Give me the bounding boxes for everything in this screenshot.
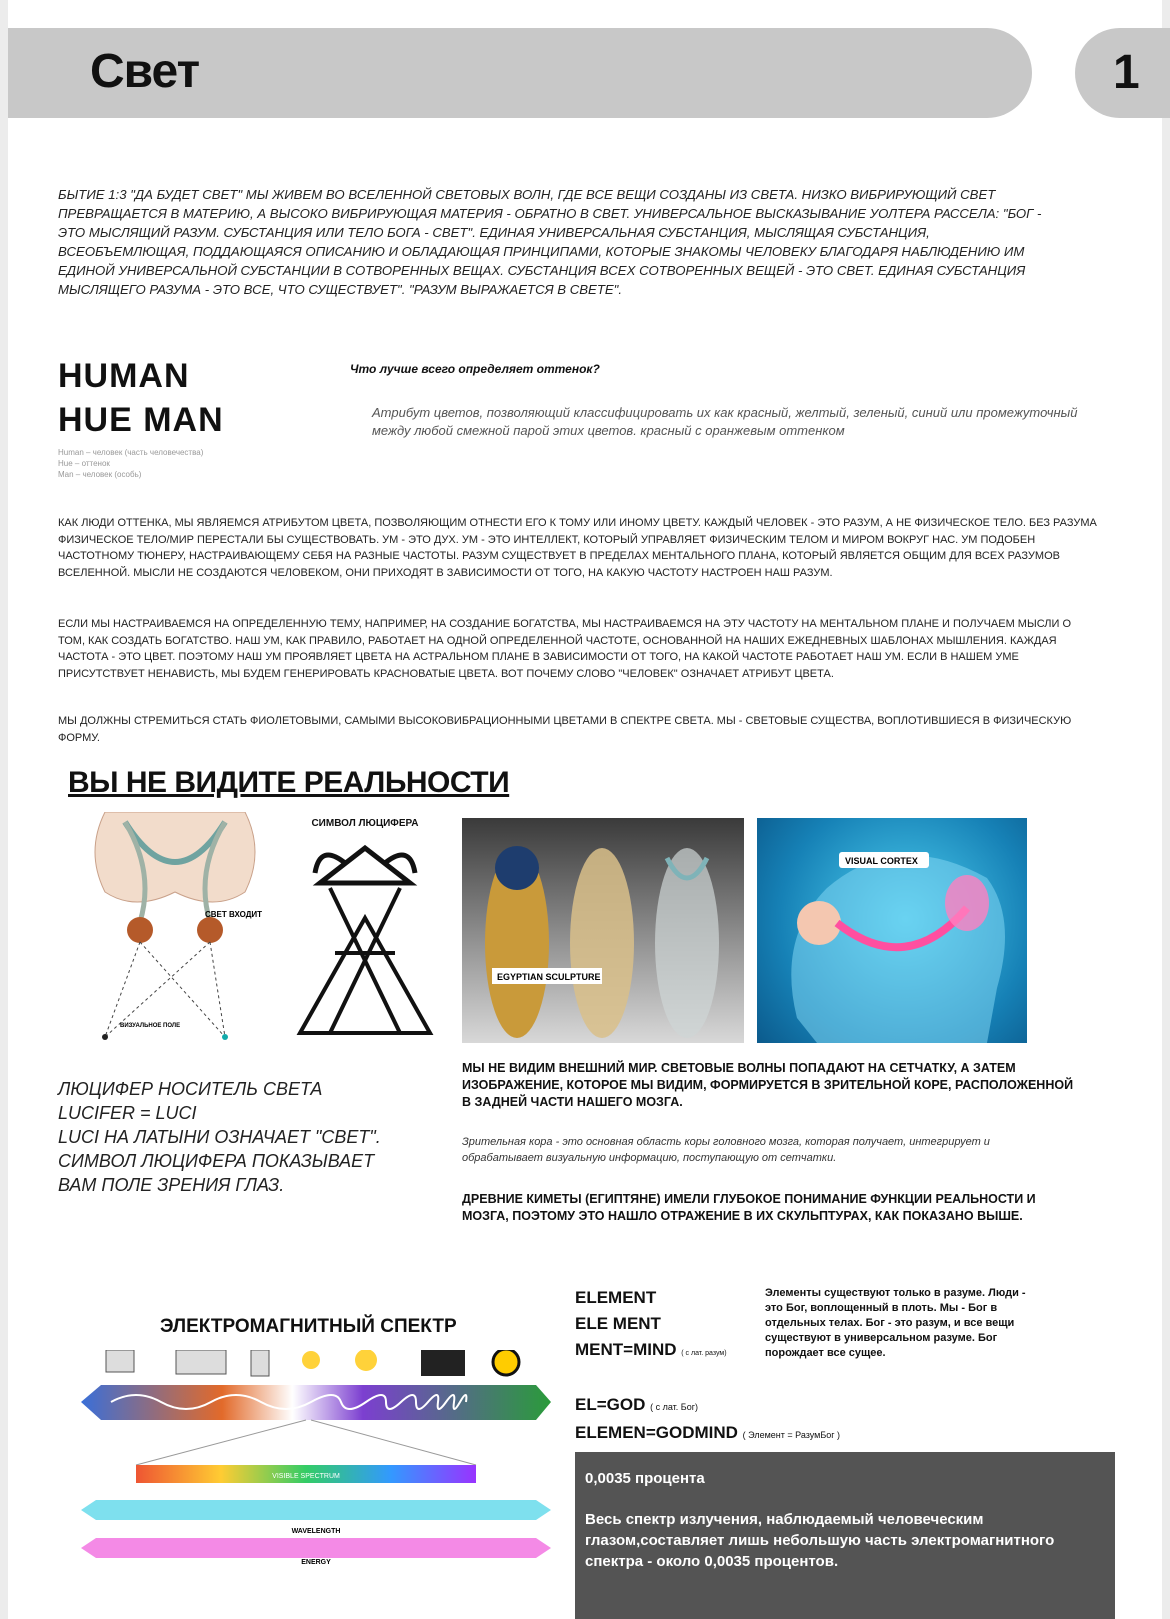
optic-pathway-illustration [65, 812, 290, 1047]
vision-text-1: МЫ НЕ ВИДИМ ВНЕШНИЙ МИР. СВЕТОВЫЕ ВОЛНЫ ПОПАДАЮТ НА СЕТЧАТКУ, А ЗАТЕМ ИЗОБРАЖЕНИЕ, КОТОРОЕ МЫ ВИДИМ, ФОРМИРУЕТСЯ В ЗРИТЕЛЬНОЙ КОРЕ, РАСПОЛОЖЕННОЙ В ЗАДНЕЙ ЧАСТИ НАШЕГО МОЗГА. [462, 1061, 1074, 1109]
element-description: Элементы существуют только в разуме. Люди - это Бог, воплощенный в плоть. Мы - Бог в отдельных телах. Бог - это разум, и все вещи существуют в универсальном разуме. Бог порождает все сущее. [765, 1287, 1026, 1359]
hue-definition: Атрибут цветов, позволяющий классифицировать их как красный, желтый, зеленый, синий или промежуточный между любой смежной парой этих цветов. красный с оранжевым оттенком [372, 405, 1078, 438]
vision-text-3: ДРЕВНИЕ КИМЕТЫ (ЕГИПТЯНЕ) ИМЕЛИ ГЛУБОКОЕ ПОНИМАНИЕ ФУНКЦИИ РЕАЛЬНОСТИ И МОЗГА, ПОЭТОМУ ЭТО НАШЛО ОТРАЖЕНИЕ В ИХ СКУЛЬПТУРАХ, КАК ПОКАЗАНО ВЫШЕ. [462, 1192, 1036, 1223]
intro-text: БЫТИЕ 1:3 "ДА БУДЕТ СВЕТ" МЫ ЖИВЕМ ВО ВСЕЛЕННОЙ СВЕТОВЫХ ВОЛН, ГДЕ ВСЕ ВЕЩИ СОЗДАНЫ ИЗ СВЕТА. НИЗКО ВИБРИРУЮЩИЙ СВЕТ ПРЕВРАЩАЕТСЯ В МАТЕРИЮ, А ВЫСОКО ВИБРИРУЮЩАЯ МАТЕРИЯ - ОБРАТНО В СВЕТ. УНИВЕРСАЛЬНОЕ ВЫСКАЗЫВАНИЕ УОЛТЕРА РАССЕЛА: "БОГ - ЭТО МЫСЛЯЩИЙ РАЗУМ. СУБСТАНЦИЯ ИЛИ ТЕЛО БОГА - СВЕТ". ЕДИНАЯ УНИВЕРСАЛЬНАЯ СУБСТАНЦИЯ, МЫСЛЯЩАЯ СУБСТАНЦИЯ, ВСЕОБЪЕМЛЮЩАЯ, ПОДДАЮЩАЯСЯ ОПИСАНИЮ И ОБЛАДАЮЩАЯ ПРИНЦИПАМИ, КОТОРЫЕ ЗНАКОМЫ ЧЕЛОВЕКУ БЛАГОДАРЯ НАБЛЮДЕНИЮ ИМ ЕДИНОЙ УНИВЕРСАЛЬНОЙ СУБСТАНЦИИ В СОТВОРЕННЫХ ВЕЩАХ. СУБСТАНЦИЯ ВСЕХ СОТВОРЕННЫХ ВЕЩЕЙ - ЭТО СВЕТ. ЕДИНАЯ СУБСТАНЦИЯ МЫСЛЯЩЕГО РАЗУМА - ЭТО ВСЕ, ЧТО СУЩЕСТВУЕТ". "РАЗУМ ВЫРАЖАЕТСЯ В СВЕТЕ". [58, 187, 1042, 297]
paragraph-2: ЕСЛИ МЫ НАСТРАИВАЕМСЯ НА ОПРЕДЕЛЕННУЮ ТЕМУ, НАПРИМЕР, НА СОЗДАНИЕ БОГАТСТВА, МЫ НАСТРАИВАЕМСЯ НА ЭТУ ЧАСТОТУ НА МЕНТАЛЬНОМ ПЛАНЕ И ПОЛУЧАЕМ МЫСЛИ О ТОМ, КАК СОЗДАТЬ БОГАТСТВО. НАШ УМ, КАК ПРАВИЛО, РАБОТАЕТ НА ОДНОЙ ОПРЕДЕЛЕННОЙ ЧАСТОТЕ, ОСНОВАННОЙ НА НАШИХ ЕЖЕДНЕВНЫХ ШАБЛОНАХ МЫШЛЕНИЯ. КАЖДАЯ ЧАСТОТА - ЭТО ЦВЕТ. ПОЭТОМУ НАШ УМ ПРОЯВЛЯЕТ ЦВЕТА НА АСТРАЛЬНОМ ПЛАНЕ В ЗАВИСИМОСТИ ОТ ТОГО, НА КАКОЙ ЧАСТОТЕ РАБОТАЕТ НАШ УМ. ЕСЛИ В НАШЕМ УМЕ ПРИСУТСТВУЕТ НЕНАВИСТЬ, МЫ БУДЕМ ГЕНЕРИРОВАТЬ КРАСНОВАТЫЕ ЦВЕТА. ВОТ ПОЧЕМУ СЛОВО "ЧЕЛОВЕК" ОЗНАЧАЕТ АТРИБУТ ЦВЕТА. [58, 618, 1072, 680]
paragraph-1: КАК ЛЮДИ ОТТЕНКА, МЫ ЯВЛЯЕМСЯ АТРИБУТОМ ЦВЕТА, ПОЗВОЛЯЮЩИМ ОТНЕСТИ ЕГО К ТОМУ ИЛИ ИНОМУ ЦВЕТУ. КАЖДЫЙ ЧЕЛОВЕК - ЭТО РАЗУМ, А НЕ ФИЗИЧЕСКОЕ ТЕЛО. БЕЗ РАЗУМА ФИЗИЧЕСКОЕ ТЕЛО/МИР ПЕРЕСТАЛИ БЫ СУЩЕСТВОВАТЬ. УМ - ЭТО ДУХ. УМ - ЭТО ИНТЕЛЛЕКТ, КОТОРЫЙ УПРАВЛЯЕТ ФИЗИЧЕСКИМ ТЕЛОМ И МИРОМ ВОКРУГ НАС. УМ ПОДОБЕН ЧАСТОТНОМУ ТЮНЕРУ, НАСТРАИВАЮЩЕМУ СЕБЯ НА РАЗНЫЕ ЧАСТОТЫ. РАЗУМ СУЩЕСТВУЕТ В ПРЕДЕЛАХ МЕНТАЛЬНОГО ПЛАНА, КОТОРЫЙ ЯВЛЯЕТСЯ ОБЩИМ ДЛЯ ВСЕХ РАЗУМОВ ВСЕЛЕННОЙ. МЫСЛИ НЕ СОЗДАЮТСЯ ЧЕЛОВЕКОМ, ОНИ ПРИХОДЯТ В ЗАВИСИМОСТИ ОТ ТОГО, НА КАКУЮ ЧАСТОТУ НАСТРОЕН НАШ РАЗУМ. [58, 517, 1097, 579]
element-god: EL=GOD ( с лат. Бог) ELEMEN=GODMIND ( Элемент = РазумБог ) [575, 1395, 841, 1442]
eye-label-in: СВЕТ ВХОДИТ [205, 910, 263, 919]
percent-box [575, 1452, 1115, 1619]
page-title: Свет [90, 45, 200, 98]
paragraph-3: МЫ ДОЛЖНЫ СТРЕМИТЬСЯ СТАТЬ ФИОЛЕТОВЫМИ, САМЫМИ ВЫСОКОВИБРАЦИОННЫМИ ЦВЕТАМИ В СПЕКТРЕ СВЕТА. МЫ - СВЕТОВЫЕ СУЩЕСТВА, ВОПЛОТИВШИЕСЯ В ФИЗИЧЕСКУЮ ФОРМУ. [58, 715, 1072, 744]
visual-cortex-image [757, 818, 1027, 1043]
lucifer-symbol-label: СИМВОЛ ЛЮЦИФЕРА [311, 818, 419, 829]
percent-text: Весь спектр излучения, наблюдаемый человеческим глазом,составляет лишь небольшую часть электромагнитного спектра - около 0,0035 процентов. [585, 1511, 1055, 1570]
lucifer-symbol [290, 818, 440, 1043]
hue-question: Что лучше всего определяет оттенок? [350, 362, 600, 376]
egypt-label: EGYPTIAN SCULPTURE [497, 972, 601, 982]
percent-heading: 0,0035 процента [585, 1470, 705, 1487]
electromagnetic-spectrum-diagram [76, 1350, 556, 1565]
eye-label-field: ВИЗУАЛЬНОЕ ПОЛЕ [120, 1023, 181, 1029]
human-hue-man-title: HUMAN HUE MAN [58, 357, 224, 439]
visible-spectrum-label: VISIBLE SPECTRUM [272, 1473, 340, 1480]
lucifer-text: ЛЮЦИФЕР НОСИТЕЛЬ СВЕТА LUCIFER = LUCI LUCI НА ЛАТЫНИ ОЗНАЧАЕТ "СВЕТ". СИМВОЛ ЛЮЦИФЕРА ПОКАЗЫВАЕТ ВАМ ПОЛЕ ЗРЕНИЯ ГЛАЗ. [58, 1079, 381, 1195]
element-words: ELEMENT ELE MENT MENT=MIND ( с лат. разум) [575, 1288, 727, 1359]
egyptian-sculpture-image [462, 818, 744, 1043]
spectrum-title: ЭЛЕКТРОМАГНИТНЫЙ СПЕКТР [160, 1316, 457, 1337]
reality-heading: ВЫ НЕ ВИДИТЕ РЕАЛЬНОСТИ [68, 766, 510, 799]
energy-label: ENERGY [301, 1559, 331, 1565]
brain-label: VISUAL CORTEX [845, 856, 918, 866]
page-number: 1 [1075, 28, 1170, 118]
vision-text-2: Зрительная кора - это основная область коры головного мозга, которая получает, интегрирует и обрабатывает визуальную информацию, поступающую от сетчатки. [462, 1136, 990, 1164]
hue-notes: Human – человек (часть человечества) Hue – оттенок Man – человек (особь) [58, 448, 204, 479]
wavelength-label: WAVELENGTH [291, 1528, 341, 1535]
